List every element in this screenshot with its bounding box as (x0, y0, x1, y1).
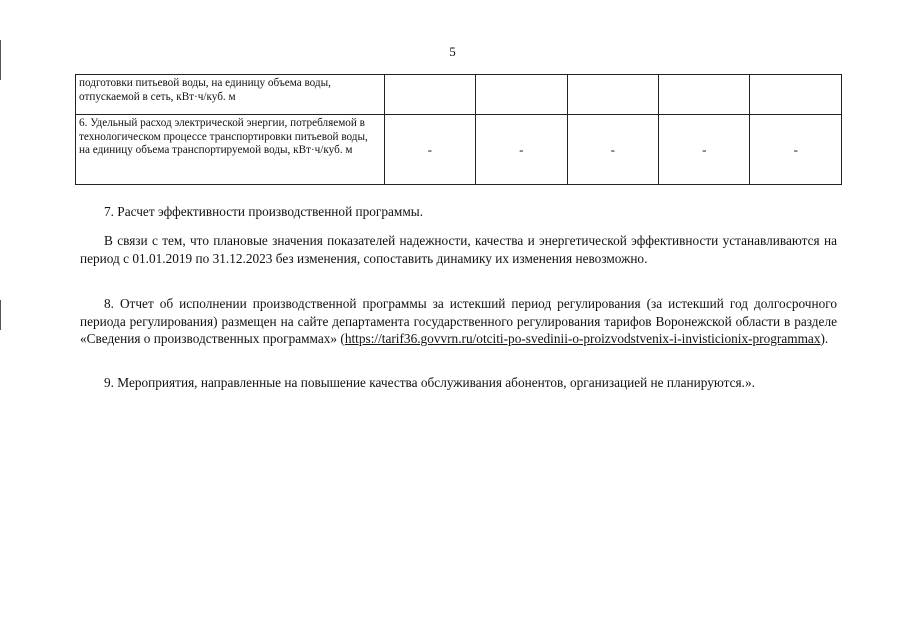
section-8-text: 8. Отчет об исполнении производственной программы за истекший период регулирования (за истекший год долгосрочного периода регулирования) размещен на сайте департамента государственного регулирования тарифов Воронежской области в разделе «Сведения о производственных программах» ( (80, 296, 837, 346)
table-cell-value (659, 75, 750, 115)
report-link[interactable]: https://tarif36.govvrn.ru/otciti-po-svedinii-o-proizvodstvenix-i-invisticionix-programmax (344, 331, 821, 346)
table-cell-value: - (476, 115, 567, 185)
section-7-text: В связи с тем, что плановые значения показателей надежности, качества и энергетической эффективности устанавливаются на период с 01.01.2019 по 31.12.2023 без изменения, сопоставить динамику их изменения невозможно. (80, 233, 837, 266)
table-cell-value: - (567, 115, 658, 185)
section-9-text: 9. Мероприятия, направленные на повышение качества обслуживания абонентов, организацией не планируются.». (104, 375, 755, 390)
table-row (76, 75, 842, 115)
table-row (76, 115, 842, 185)
table-cell-value (384, 75, 475, 115)
table-cell-value (750, 75, 842, 115)
indicators-table (75, 74, 842, 185)
table-cell-label: 6. Удельный расход электрической энергии, потребляемой в технологическом процессе транспортировки питьевой воды, на единицу объема транспортируемой воды, кВт·ч/куб. м (76, 115, 385, 185)
table-cell-value: - (384, 115, 475, 185)
table-cell-value (476, 75, 567, 115)
section-8-tail: ). (820, 331, 829, 346)
table-cell-value (567, 75, 658, 115)
section-8-paragraph (80, 295, 837, 348)
page-number: 5 (449, 44, 456, 59)
section-7-heading: 7. Расчет эффективности производственной программы. (104, 204, 424, 219)
left-margin-line (0, 300, 1, 330)
table-cell-value: - (659, 115, 750, 185)
table-cell-label: подготовки питьевой воды, на единицу объема воды, отпускаемой в сеть, кВт·ч/куб. м (76, 75, 385, 115)
table-cell-value: - (750, 115, 842, 185)
